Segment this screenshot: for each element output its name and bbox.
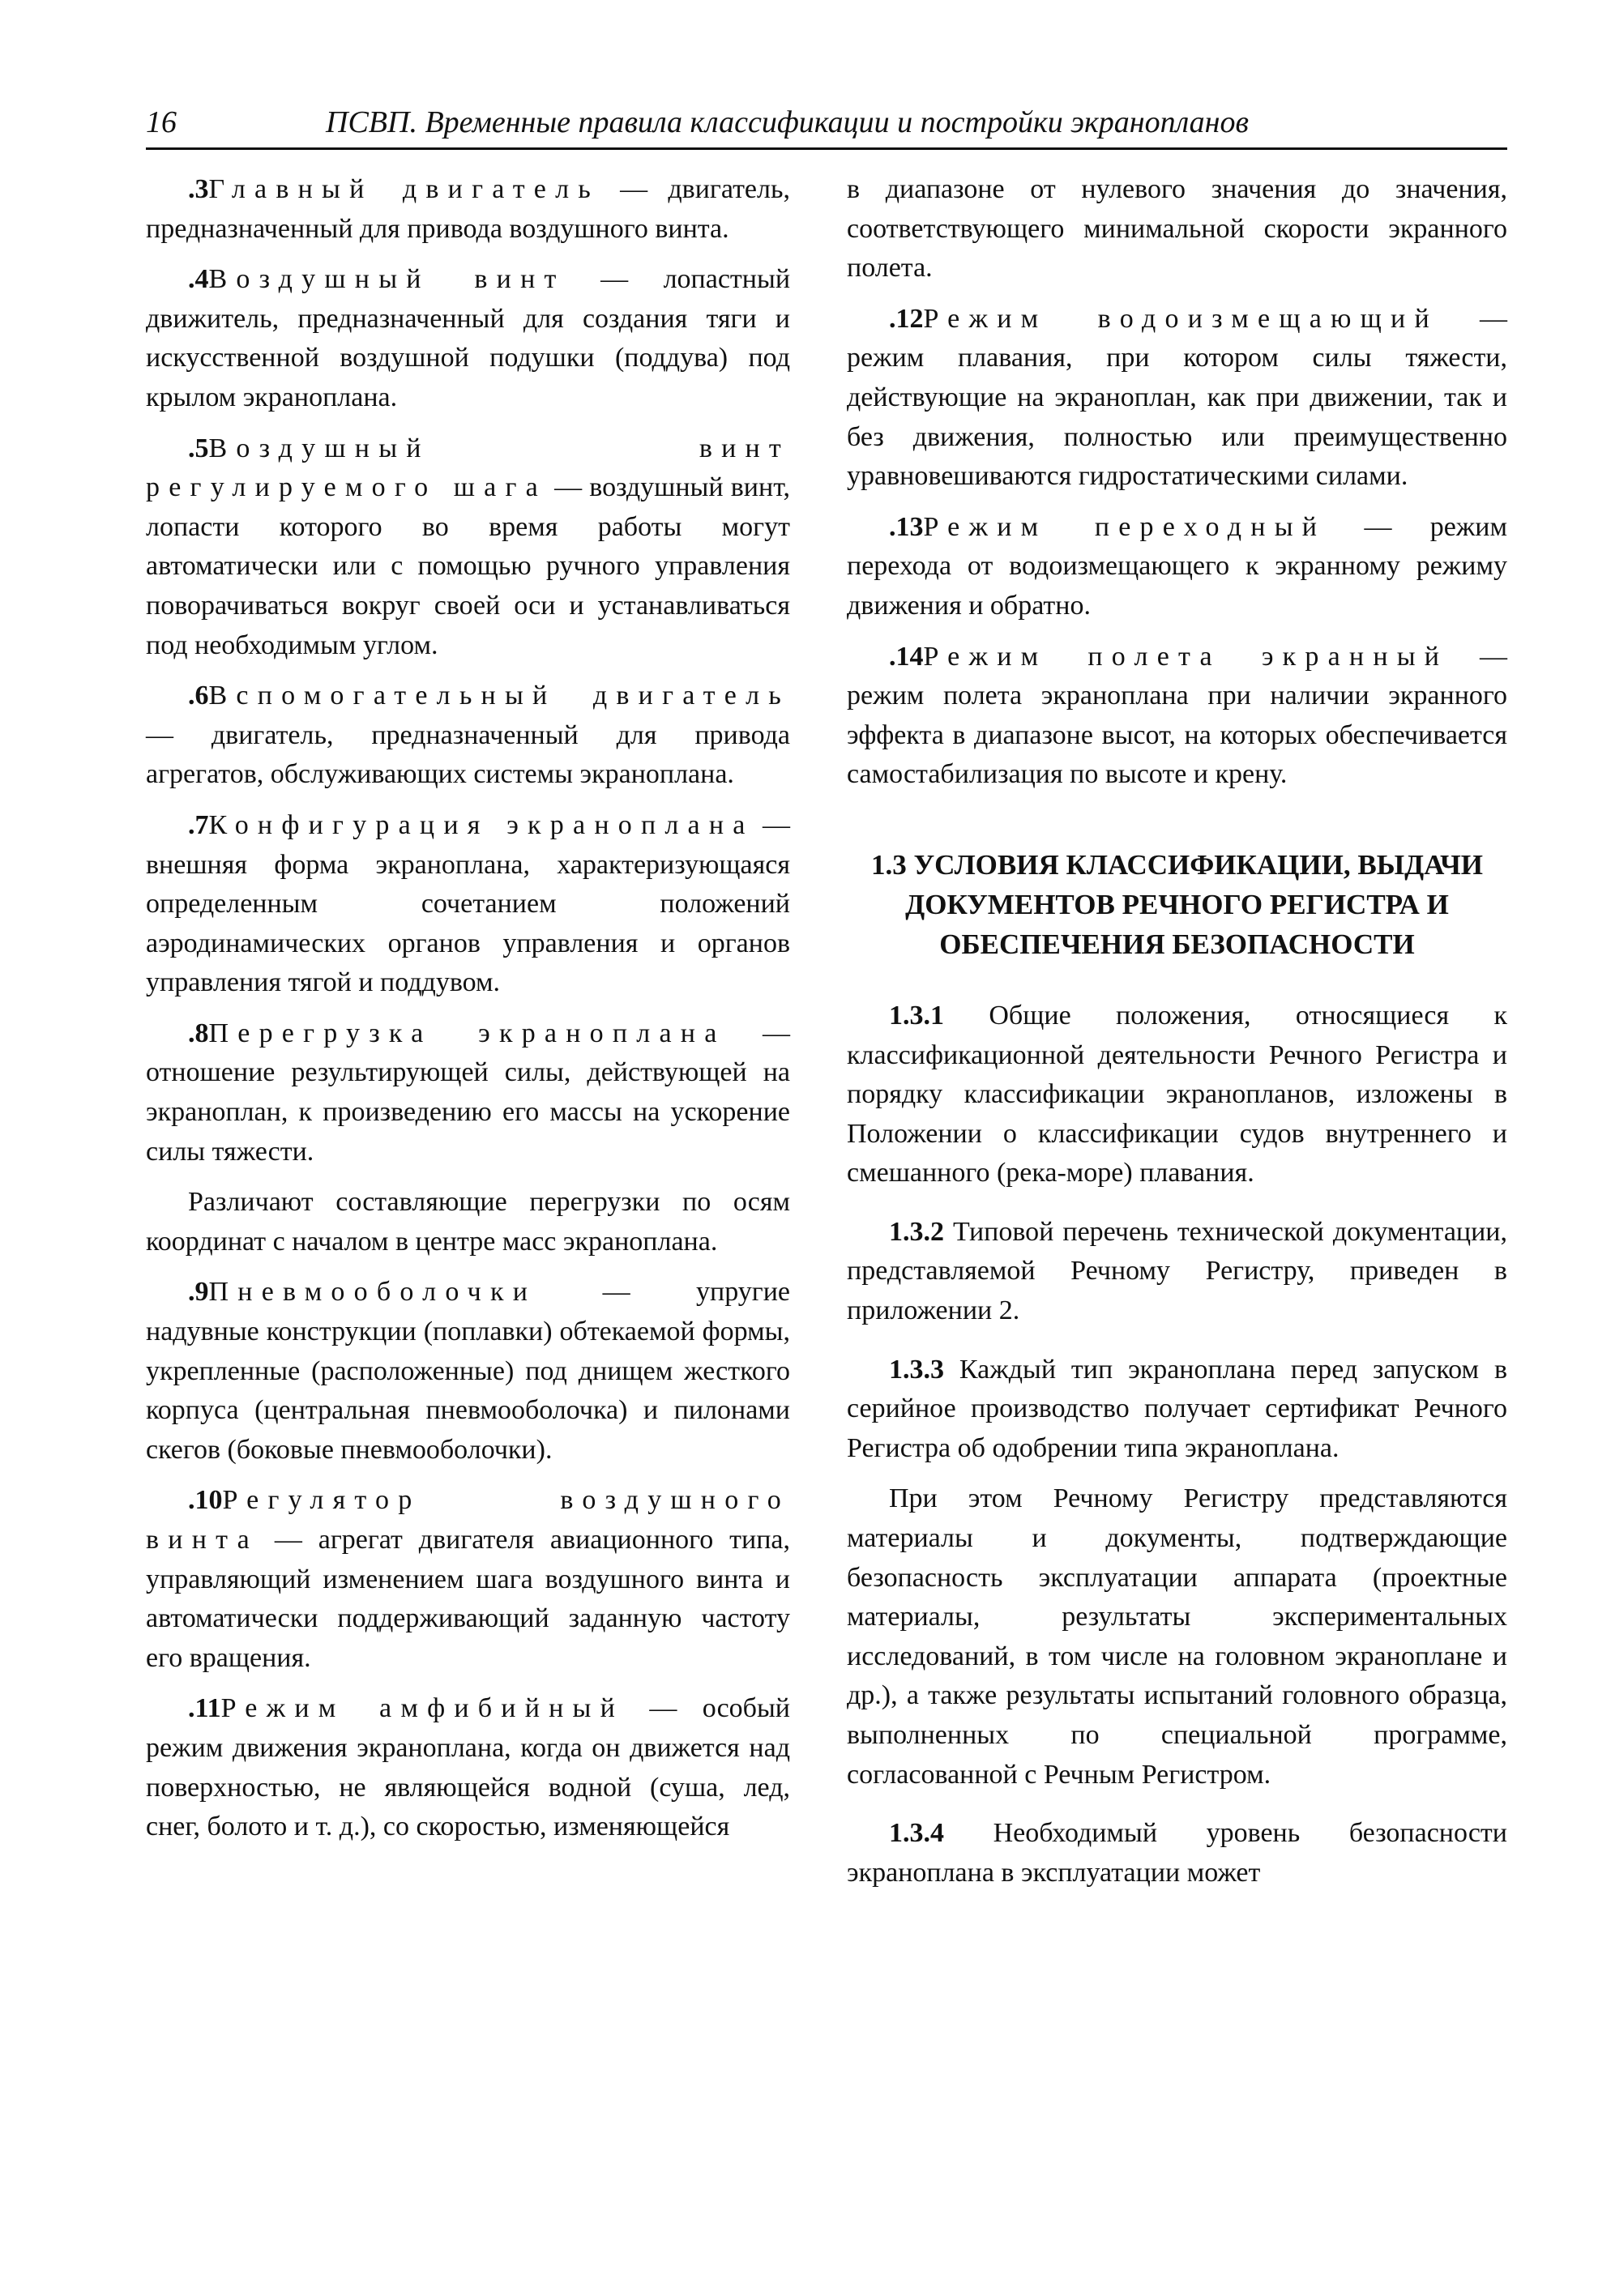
clause-number: 1.3.1 [889,1000,944,1031]
clause-1-3-3-note: При этом Речному Регистру представляются материалы и документы, подтверждающие безопасность эксплуатации аппарата (проектные материалы, результаты экспериментальных исследований, в том числе на головном экраноплане и др.), а также результаты испытаний головного образца, выполненных по специальной программе, согласованной с Речным Регистром. [847,1483,1507,1790]
definition-text: — упругие надувные конструкции (поплавки) обтекаемой формы, укрепленные (расположенные) под днищем жесткого корпуса (центральная пневмооболочка) и пилонами скегов (боковые пневмооболочки). [146,1277,790,1465]
item-number: .12 [889,303,924,334]
item-number: .4 [188,264,209,295]
defined-term: Воздушный винт регулируемого шага [146,433,790,503]
definition-text: — воздушный винт, лопасти которого во время работы могут автоматически или с помощью ручного управления поворачиваться вокруг своей оси и устанавливаться под необходимым углом. [146,472,790,660]
defined-term: Вспомогательный двигатель [208,681,790,711]
clause-number: 1.3.2 [889,1216,944,1247]
definition-3 [146,170,790,249]
item-number: .13 [889,511,924,542]
definition-text: — внешняя форма экраноплана, характеризующаяся определенным сочетанием положений аэродинамических органов управления и органов управления тягой и поддувом. [146,809,790,998]
item-number: .8 [188,1018,209,1048]
definition-text: — режим перехода от водоизмещающего к экранному режиму движения и обратно. [847,511,1508,621]
definition-text: — двигатель, предназначенный для привода агрегатов, обслуживающих системы экраноплана. [146,719,790,790]
item-number: .10 [188,1485,223,1516]
clause-1-3-3 [847,1351,1507,1469]
clause-1-3-1 [847,996,1507,1193]
definition-13 [847,508,1507,626]
definition-8-note: Различают составляющие перегрузки по осям координат с началом в центре масс экраноплана. [146,1187,790,1257]
item-number: .6 [188,681,209,711]
clause-text: Типовой перечень технической документации, представляемой Речному Регистру, приведен в приложении 2. [847,1216,1507,1326]
definition-9 [146,1273,790,1470]
clause-1-3-4 [847,1814,1507,1893]
definition-6 [146,676,790,795]
definition-text: — лопастный движитель, предназначенный для создания тяги и искусственной воздушной подушки (поддува) под крылом экраноплана. [146,264,791,412]
clause-text: Каждый тип экраноплана перед запуском в серийное производство получает сертификат Речного Регистра об одобрении типа экраноплана. [847,1354,1507,1463]
clause-number: 1.3.3 [889,1354,944,1385]
definition-7 [146,806,790,1003]
definition-4 [146,260,790,417]
defined-term: Режим водоизмещающий [923,303,1438,334]
item-number: .7 [188,809,209,840]
definition-text: — режим полета экраноплана при наличии экранного эффекта в диапазоне высот, на которых обеспечивается самостабилизация по высоте и крену. [847,641,1507,790]
definition-text: — режим плавания, при котором силы тяжести, действующие на экраноплан, как при движении, так и без движения, полностью или преимущественно уравновешиваются гидростатическими силами. [847,303,1507,492]
defined-term: Перегрузка экраноплана [208,1018,726,1048]
defined-term: Главный двигатель [208,174,600,204]
definition-5 [146,429,790,666]
running-head [146,99,1507,150]
right-column [847,170,1507,1893]
defined-term: Режим переходный [923,511,1327,542]
definition-text: — двигатель, предназначенный для привода воздушного винта. [146,174,790,244]
item-number: .5 [188,433,209,463]
section-heading: 1.3 УСЛОВИЯ КЛАССИФИКАЦИИ, ВЫДАЧИ ДОКУМЕНТОВ РЕЧНОГО РЕГИСТРА И ОБЕСПЕЧЕНИЯ БЕЗОПАСНОСТИ [870,848,1484,960]
running-head-title: ПСВП. Временные правила классификации и постройки экранопланов [326,105,1249,139]
item-number: .11 [188,1693,221,1724]
definition-11-continued: в диапазоне от нулевого значения до значения, соответствующего минимальной скорости экранного полета. [847,174,1507,284]
page-number: 16 [146,105,177,139]
defined-term: Режим амфибийный [220,1693,625,1724]
definition-text: — агрегат двигателя авиационного типа, управляющий изменением шага воздушного винта и автоматически поддерживающий заданную частоту его вращения. [146,1525,790,1673]
item-number: .3 [188,174,209,204]
defined-term: Регулятор воздушного винта [146,1485,790,1555]
definition-10 [146,1481,790,1678]
clause-text: Общие положения, относящиеся к классификационной деятельности Речного Регистра и порядку классификации экранопланов, изложены в Положении о классификации судов внутреннего и смешанного (река-море) плавания. [847,1000,1507,1189]
definition-8 [146,1014,790,1171]
clause-text: Необходимый уровень безопасности экраноплана в эксплуатации может [847,1818,1507,1888]
item-number: .14 [889,641,924,672]
defined-term: Воздушный винт [208,264,566,295]
clause-1-3-2 [847,1213,1507,1331]
definition-11 [146,1689,790,1846]
definition-14 [847,638,1507,795]
defined-term: Режим полета экранный [923,641,1449,672]
item-number: .9 [188,1277,209,1308]
clause-number: 1.3.4 [889,1818,944,1849]
definition-12 [847,300,1507,497]
definition-text: — отношение результирующей силы, действующей на экраноплан, к произведению его массы на ускорение силы тяжести. [146,1018,790,1167]
left-column [146,170,790,1847]
defined-term: Пневмооболочки [208,1277,537,1308]
definition-text: — особый режим движения экраноплана, когда он движется над поверхностью, не являющейся водной (суша, лед, снег, болото и т. д.), со скоростью, изменяющейся [146,1693,790,1842]
defined-term: Конфигурация экраноплана [208,809,754,840]
